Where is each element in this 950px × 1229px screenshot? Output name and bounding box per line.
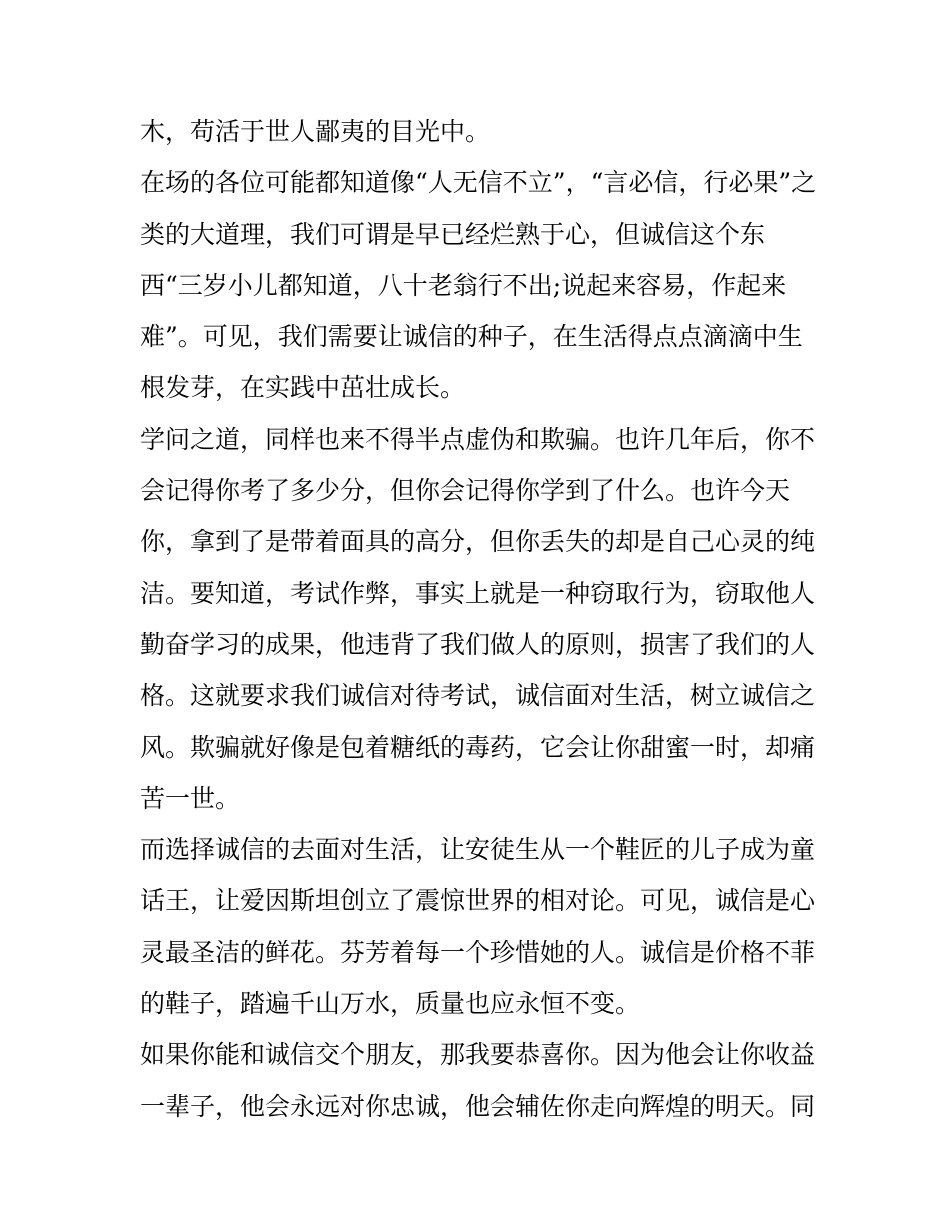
text-line: 勤奋学习的成果，他违背了我们做人的原则，损害了我们的人 [140,629,816,659]
text-line: 根发芽，在实践中茁壮成长。 [140,373,466,403]
text-line: 风。欺骗就好像是包着糖纸的毒药，它会让你甜蜜一时，却痛 [140,732,816,762]
text-line: 而选择诚信的去面对生活，让安徒生从一个鞋匠的儿子成为童 [140,835,816,865]
text-line: 西“三岁小儿都知道，八十老翁行不出;说起来容易，作起来 [140,270,787,300]
text-line: 在场的各位可能都知道像“人无信不立”，“言必信，行必果”之 [140,168,817,198]
text-line: 格。这就要求我们诚信对待考试，诚信面对生活，树立诚信之 [140,681,816,711]
text-line: 类的大道理，我们可谓是早已经烂熟于心，但诚信这个东 [140,219,766,249]
text-line: 的鞋子，踏遍千山万水，质量也应永恒不变。 [140,989,641,1019]
text-line: 如果你能和诚信交个朋友，那我要恭喜你。因为他会让你收益 [140,1040,816,1070]
text-line: 会记得你考了多少分，但你会记得你学到了什么。也许今天 [140,476,791,506]
text-line: 难”。可见，我们需要让诚信的种子，在生活得点点滴滴中生 [140,322,803,352]
text-line: 灵最圣洁的鲜花。芬芳着每一个珍惜她的人。诚信是价格不菲 [140,937,816,967]
text-line: 苦一世。 [140,783,241,813]
text-line: 一辈子，他会永远对你忠诚，他会辅佐你走向辉煌的明天。同 [140,1091,816,1121]
text-line: 学问之道，同样也来不得半点虚伪和欺骗。也许几年后，你不 [140,424,816,454]
text-line: 话王，让爱因斯坦创立了震惊世界的相对论。可见，诚信是心 [140,886,816,916]
body-text [140,106,820,1132]
text-line: 洁。要知道，考试作弊，事实上就是一种窃取行为，窃取他人 [140,578,816,608]
text-line: 木，苟活于世人鄙夷的目光中。 [140,117,491,146]
text-line: 你，拿到了是带着面具的高分，但你丢失的却是自己心灵的纯 [140,527,816,557]
